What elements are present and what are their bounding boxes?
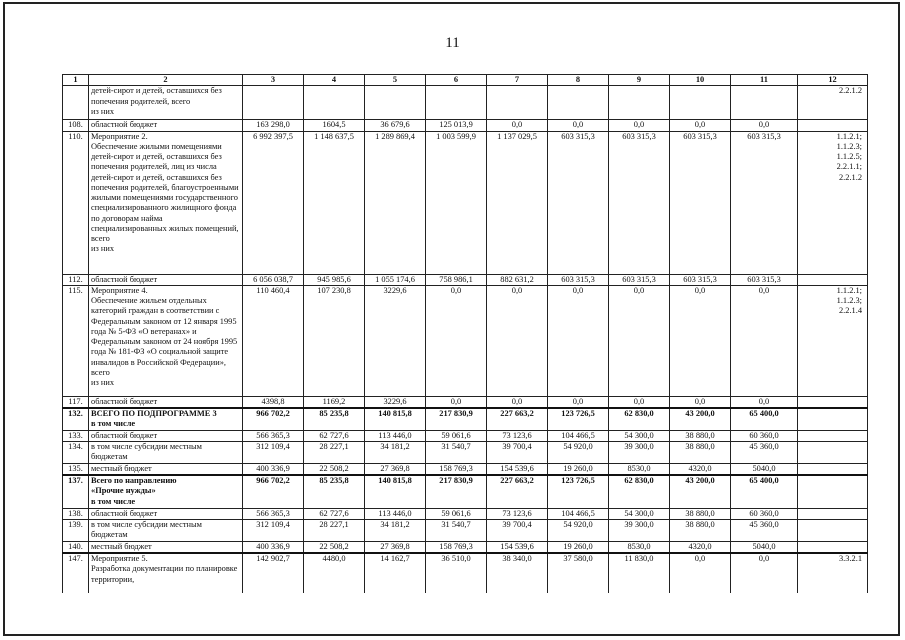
value-cell: 22 508,2 <box>304 463 365 475</box>
row-number: 140. <box>63 541 89 553</box>
value-cell: 39 700,4 <box>487 519 548 541</box>
value-cell: 3229,6 <box>365 285 426 396</box>
value-cell: 4480,0 <box>304 553 365 593</box>
value-cell: 45 360,0 <box>731 519 798 541</box>
value-cell: 0,0 <box>487 396 548 408</box>
value-cell <box>426 86 487 120</box>
table-body <box>63 75 868 594</box>
budget-table <box>62 74 868 593</box>
value-cell <box>365 86 426 120</box>
value-cell: 1 137 029,5 <box>487 131 548 274</box>
value-cell: 603 315,3 <box>731 131 798 274</box>
value-cell: 6 056 038,7 <box>243 274 304 285</box>
row-number: 147. <box>63 553 89 593</box>
row-name: местный бюджет <box>89 541 243 553</box>
value-cell: 0,0 <box>609 285 670 396</box>
value-cell: 19 260,0 <box>548 541 609 553</box>
value-cell: 85 235,8 <box>304 475 365 508</box>
column-header: 6 <box>426 75 487 86</box>
value-cell: 36 510,0 <box>426 553 487 593</box>
value-cell: 400 336,9 <box>243 463 304 475</box>
value-cell: 0,0 <box>731 396 798 408</box>
value-cell: 217 830,9 <box>426 408 487 430</box>
value-cell: 1 003 599,9 <box>426 131 487 274</box>
column-header: 9 <box>609 75 670 86</box>
value-cell: 39 700,4 <box>487 441 548 463</box>
value-cell: 1 055 174,6 <box>365 274 426 285</box>
row-name: Мероприятие 2. Обеспечение жилыми помещениями детей-сирот и детей, оставшихся без попечения родителей, лиц из числа детей-сирот и детей, оставшихся без попечения родителей, благоустроенными жилыми помещениями государственного специализированного жилищного фонда по договорам найма специализированных жилых помещений, всего из них <box>89 131 243 274</box>
value-cell: 22 508,2 <box>304 541 365 553</box>
column-header: 5 <box>365 75 426 86</box>
row-name: областной бюджет <box>89 396 243 408</box>
codes-cell <box>798 441 868 463</box>
value-cell: 217 830,9 <box>426 475 487 508</box>
value-cell: 107 230,8 <box>304 285 365 396</box>
value-cell: 45 360,0 <box>731 441 798 463</box>
value-cell: 73 123,6 <box>487 508 548 519</box>
table-row <box>63 274 868 285</box>
value-cell: 8530,0 <box>609 541 670 553</box>
value-cell: 73 123,6 <box>487 430 548 441</box>
row-name: областной бюджет <box>89 430 243 441</box>
row-number: 138. <box>63 508 89 519</box>
value-cell <box>731 86 798 120</box>
value-cell: 4398,8 <box>243 396 304 408</box>
value-cell: 140 815,8 <box>365 408 426 430</box>
value-cell: 39 300,0 <box>609 441 670 463</box>
value-cell: 38 880,0 <box>670 441 731 463</box>
value-cell: 110 460,4 <box>243 285 304 396</box>
codes-cell <box>798 541 868 553</box>
value-cell: 104 466,5 <box>548 430 609 441</box>
value-cell: 38 880,0 <box>670 430 731 441</box>
value-cell: 882 631,2 <box>487 274 548 285</box>
value-cell: 758 986,1 <box>426 274 487 285</box>
value-cell: 62 830,0 <box>609 408 670 430</box>
value-cell: 19 260,0 <box>548 463 609 475</box>
value-cell <box>487 86 548 120</box>
row-number: 135. <box>63 463 89 475</box>
value-cell: 0,0 <box>609 120 670 131</box>
row-name: областной бюджет <box>89 274 243 285</box>
value-cell: 603 315,3 <box>609 131 670 274</box>
value-cell: 227 663,2 <box>487 408 548 430</box>
value-cell: 8530,0 <box>609 463 670 475</box>
table-row <box>63 285 868 396</box>
value-cell: 113 446,0 <box>365 508 426 519</box>
codes-cell <box>798 430 868 441</box>
value-cell: 142 902,7 <box>243 553 304 593</box>
value-cell: 0,0 <box>670 396 731 408</box>
value-cell: 227 663,2 <box>487 475 548 508</box>
value-cell: 65 400,0 <box>731 408 798 430</box>
table-row <box>63 396 868 408</box>
value-cell: 27 369,8 <box>365 463 426 475</box>
value-cell: 5040,0 <box>731 463 798 475</box>
value-cell: 154 539,6 <box>487 463 548 475</box>
codes-cell <box>798 396 868 408</box>
value-cell: 603 315,3 <box>670 274 731 285</box>
codes-cell <box>798 408 868 430</box>
value-cell: 34 181,2 <box>365 519 426 541</box>
value-cell: 38 880,0 <box>670 508 731 519</box>
value-cell: 603 315,3 <box>731 274 798 285</box>
value-cell: 31 540,7 <box>426 441 487 463</box>
value-cell: 566 365,3 <box>243 430 304 441</box>
value-cell: 65 400,0 <box>731 475 798 508</box>
column-header: 12 <box>798 75 868 86</box>
row-number: 133. <box>63 430 89 441</box>
row-number <box>63 86 89 120</box>
row-number: 112. <box>63 274 89 285</box>
value-cell: 3229,6 <box>365 396 426 408</box>
value-cell: 37 580,0 <box>548 553 609 593</box>
value-cell: 31 540,7 <box>426 519 487 541</box>
value-cell: 0,0 <box>426 285 487 396</box>
codes-cell: 2.2.1.2 <box>798 86 868 120</box>
row-number: 132. <box>63 408 89 430</box>
row-name: Всего по направлению «Прочие нужды» в том числе <box>89 475 243 508</box>
row-name: в том числе субсидии местным бюджетам <box>89 441 243 463</box>
row-name: Мероприятие 5. Разработка документации по планировке территории, <box>89 553 243 593</box>
row-name: областной бюджет <box>89 120 243 131</box>
value-cell: 0,0 <box>548 396 609 408</box>
value-cell: 0,0 <box>548 285 609 396</box>
table-row <box>63 408 868 430</box>
column-header: 7 <box>487 75 548 86</box>
table-row <box>63 86 868 120</box>
value-cell: 123 726,5 <box>548 475 609 508</box>
value-cell <box>243 86 304 120</box>
value-cell: 62 830,0 <box>609 475 670 508</box>
value-cell: 59 061,6 <box>426 430 487 441</box>
value-cell: 0,0 <box>731 120 798 131</box>
value-cell: 966 702,2 <box>243 408 304 430</box>
value-cell: 154 539,6 <box>487 541 548 553</box>
value-cell: 4320,0 <box>670 463 731 475</box>
value-cell: 28 227,1 <box>304 441 365 463</box>
column-header: 11 <box>731 75 798 86</box>
table-row <box>63 120 868 131</box>
value-cell: 603 315,3 <box>548 274 609 285</box>
codes-cell <box>798 475 868 508</box>
table-row <box>63 441 868 463</box>
row-name: Мероприятие 4. Обеспечение жильем отдельных категорий граждан в соответствии с Федеральным законом от 12 января 1995 года № 5-ФЗ «О ветеранах» и Федеральным законом от 24 ноября 1995 года № 181-ФЗ «О социальной защите инвалидов в Российской Федерации», всего из них <box>89 285 243 396</box>
value-cell: 1 289 869,4 <box>365 131 426 274</box>
table-row <box>63 508 868 519</box>
value-cell: 14 162,7 <box>365 553 426 593</box>
value-cell: 312 109,4 <box>243 519 304 541</box>
value-cell <box>609 86 670 120</box>
value-cell: 6 992 397,5 <box>243 131 304 274</box>
value-cell: 125 013,9 <box>426 120 487 131</box>
column-header: 1 <box>63 75 89 86</box>
row-number: 117. <box>63 396 89 408</box>
value-cell: 140 815,8 <box>365 475 426 508</box>
codes-cell <box>798 274 868 285</box>
value-cell: 400 336,9 <box>243 541 304 553</box>
codes-cell <box>798 508 868 519</box>
value-cell: 966 702,2 <box>243 475 304 508</box>
value-cell: 0,0 <box>670 553 731 593</box>
row-number: 139. <box>63 519 89 541</box>
value-cell: 54 920,0 <box>548 441 609 463</box>
row-name: местный бюджет <box>89 463 243 475</box>
table-row <box>63 463 868 475</box>
value-cell: 38 340,0 <box>487 553 548 593</box>
value-cell: 38 880,0 <box>670 519 731 541</box>
codes-cell <box>798 463 868 475</box>
value-cell: 60 360,0 <box>731 508 798 519</box>
value-cell: 0,0 <box>426 396 487 408</box>
column-header: 8 <box>548 75 609 86</box>
row-number: 110. <box>63 131 89 274</box>
value-cell: 27 369,8 <box>365 541 426 553</box>
codes-cell: 3.3.2.1 <box>798 553 868 593</box>
row-name: ВСЕГО ПО ПОДПРОГРАММЕ 3 в том числе <box>89 408 243 430</box>
value-cell: 603 315,3 <box>548 131 609 274</box>
value-cell: 123 726,5 <box>548 408 609 430</box>
value-cell: 0,0 <box>487 285 548 396</box>
row-number: 108. <box>63 120 89 131</box>
value-cell: 28 227,1 <box>304 519 365 541</box>
value-cell: 603 315,3 <box>670 131 731 274</box>
column-header: 2 <box>89 75 243 86</box>
value-cell: 62 727,6 <box>304 430 365 441</box>
value-cell: 1 148 637,5 <box>304 131 365 274</box>
value-cell: 163 298,0 <box>243 120 304 131</box>
value-cell: 312 109,4 <box>243 441 304 463</box>
value-cell: 113 446,0 <box>365 430 426 441</box>
value-cell: 39 300,0 <box>609 519 670 541</box>
value-cell: 158 769,3 <box>426 541 487 553</box>
value-cell: 60 360,0 <box>731 430 798 441</box>
value-cell: 5040,0 <box>731 541 798 553</box>
value-cell <box>304 86 365 120</box>
table-row <box>63 553 868 593</box>
value-cell: 0,0 <box>670 285 731 396</box>
value-cell: 0,0 <box>548 120 609 131</box>
value-cell: 59 061,6 <box>426 508 487 519</box>
table-row <box>63 475 868 508</box>
value-cell: 158 769,3 <box>426 463 487 475</box>
value-cell: 1169,2 <box>304 396 365 408</box>
value-cell: 34 181,2 <box>365 441 426 463</box>
table-row <box>63 131 868 274</box>
table-row <box>63 519 868 541</box>
value-cell: 62 727,6 <box>304 508 365 519</box>
value-cell: 603 315,3 <box>609 274 670 285</box>
value-cell: 566 365,3 <box>243 508 304 519</box>
value-cell: 0,0 <box>609 396 670 408</box>
codes-cell <box>798 519 868 541</box>
value-cell: 4320,0 <box>670 541 731 553</box>
codes-cell: 1.1.2.1; 1.1.2.3; 1.1.2.5; 2.2.1.1; 2.2.1.2 <box>798 131 868 274</box>
value-cell: 36 679,6 <box>365 120 426 131</box>
value-cell: 85 235,8 <box>304 408 365 430</box>
value-cell: 43 200,0 <box>670 475 731 508</box>
value-cell: 43 200,0 <box>670 408 731 430</box>
value-cell: 1604,5 <box>304 120 365 131</box>
value-cell <box>548 86 609 120</box>
column-header: 4 <box>304 75 365 86</box>
codes-cell: 1.1.2.1; 1.1.2.3; 2.2.1.4 <box>798 285 868 396</box>
value-cell: 11 830,0 <box>609 553 670 593</box>
value-cell: 0,0 <box>731 285 798 396</box>
value-cell: 54 300,0 <box>609 430 670 441</box>
row-number: 115. <box>63 285 89 396</box>
value-cell: 104 466,5 <box>548 508 609 519</box>
codes-cell <box>798 120 868 131</box>
row-name: в том числе субсидии местным бюджетам <box>89 519 243 541</box>
row-name: детей-сирот и детей, оставшихся без попечения родителей, всего из них <box>89 86 243 120</box>
value-cell <box>670 86 731 120</box>
row-name: областной бюджет <box>89 508 243 519</box>
header-row <box>63 75 868 86</box>
table-row <box>63 541 868 553</box>
value-cell: 54 300,0 <box>609 508 670 519</box>
value-cell: 54 920,0 <box>548 519 609 541</box>
value-cell: 945 985,6 <box>304 274 365 285</box>
page-number: 11 <box>445 35 460 51</box>
value-cell: 0,0 <box>731 553 798 593</box>
value-cell: 0,0 <box>670 120 731 131</box>
column-header: 10 <box>670 75 731 86</box>
column-header: 3 <box>243 75 304 86</box>
row-number: 137. <box>63 475 89 508</box>
table-row <box>63 430 868 441</box>
value-cell: 0,0 <box>487 120 548 131</box>
row-number: 134. <box>63 441 89 463</box>
